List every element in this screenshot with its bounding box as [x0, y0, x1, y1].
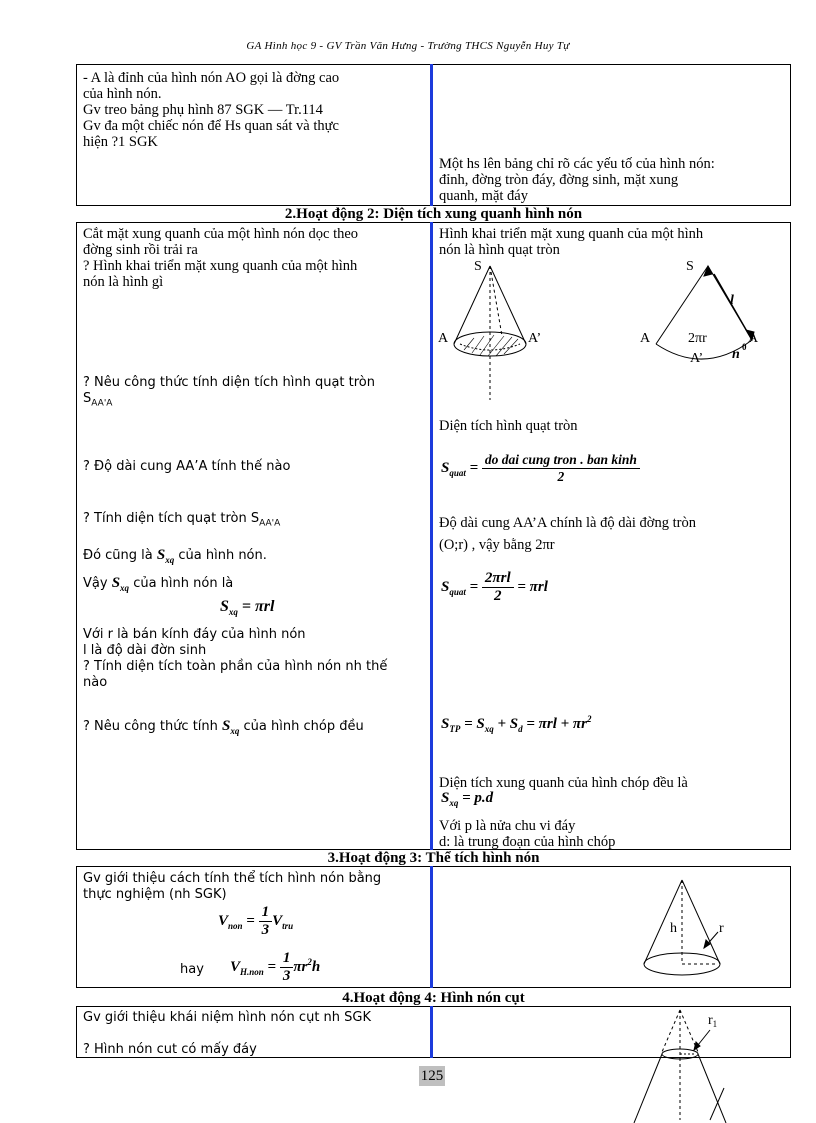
- formula-v-non: $V_{non}$ = $\frac{1}{3}$ $V_{tru}$: [218, 904, 294, 938]
- cone-icon: [454, 266, 526, 400]
- text-line: ? Nêu công thức tính diện tích hình quạt tròn: [83, 375, 375, 390]
- s2-left-l7: [83, 627, 387, 691]
- cone-sector-figure: [434, 252, 790, 408]
- label-s1: S: [474, 259, 482, 274]
- page-header: GA Hình học 9 - GV Trần Văn Hưng - Trường THCS Nguyễn Huy Tự: [246, 40, 570, 52]
- s2-left-q2: [83, 375, 375, 412]
- section3-divider: [430, 866, 433, 988]
- s2-right-r2: Diện tích hình quạt tròn: [439, 418, 578, 434]
- sxq-symbol: $S_{xq}$: [222, 718, 240, 736]
- text-line: Gv đa một chiếc nón để Hs quan sát và thực: [83, 118, 339, 134]
- s4-l2: ? Hình nón cut có mấy đáy: [83, 1042, 257, 1057]
- section2-divider: [430, 222, 433, 850]
- s4-l1: Gv giới thiệu khái niệm hình nón cụt nh SGK: [83, 1010, 372, 1025]
- text-part: của hình nón.: [178, 548, 267, 563]
- s2-right-r3: [439, 512, 696, 556]
- text-line: ? Tính diện tích quạt tròn S: [83, 511, 260, 526]
- text-part: Vậy: [83, 576, 108, 591]
- text-line: Gv treo bảng phụ hình 87 SGK — Tr.114: [83, 102, 323, 118]
- s2-left-intro: [83, 226, 428, 290]
- text-part: của hình nón là: [133, 576, 234, 591]
- section1-left: [83, 70, 428, 150]
- formula-sxq: $S_{xq} = \pi rl$: [220, 598, 275, 618]
- section1-right: [439, 156, 787, 204]
- s-subscript: AA'A: [91, 398, 113, 409]
- text-part: Đó cũng là: [83, 548, 153, 563]
- s2-left-q3: ? Độ dài cung AA’A tính thế nào: [83, 459, 291, 474]
- label-arc: 2πr: [688, 331, 707, 346]
- section4-divider: [430, 1006, 433, 1058]
- s2-right-r6: Diện tích xung quanh của hình chóp đều là: [439, 775, 688, 791]
- text-line: của hình nón.: [83, 86, 162, 102]
- s3-left-intro: [83, 871, 381, 903]
- text-line: Với p là nửa chu vi đáy: [439, 818, 576, 834]
- label-r: r: [719, 921, 724, 936]
- text-part: của hình chóp đều: [243, 719, 364, 734]
- formula-squat-1: $S_{quat}$ = $\frac{\text{do dai cung tron . ban kinh}}{2}$: [441, 452, 640, 485]
- text-line: d: là trung đoạn của hình chóp: [439, 834, 616, 850]
- section4-title: 4.Hoạt động 4: Hình nón cụt: [342, 990, 525, 1006]
- text-line: Hình khai triển mặt xung quanh của một hình: [439, 226, 704, 242]
- text-line: ? Hình khai triển mặt xung quanh của một hình: [83, 258, 358, 274]
- text-line: quanh, mặt đáy: [439, 188, 528, 204]
- label-deg: 0: [742, 342, 747, 352]
- text-line: l là độ dài đờn sinh: [83, 643, 207, 658]
- s2-left-l5: [83, 547, 267, 568]
- text-line: Gv giới thiệu cách tính thể tích hình nón bằng: [83, 871, 382, 886]
- s2-left-l6: [83, 575, 233, 596]
- s-symbol: S: [83, 391, 92, 406]
- text-line: nón là hình gì: [83, 274, 164, 290]
- cone-volume-figure: [630, 874, 740, 984]
- text-line: nào: [83, 675, 108, 690]
- label-a1-prime: A’: [528, 331, 542, 346]
- label-r1: $r_1$: [708, 1013, 718, 1029]
- formula-sxq-pyramid: $S_{xq} = p.d$: [441, 790, 494, 808]
- s2-left-l8: [83, 718, 364, 739]
- sxq-symbol: $S_{xq}$: [111, 575, 130, 593]
- formula-v-hnon: $V_{H.non}$ = $\frac{1}{3}$ $\pi r^2h$: [230, 950, 321, 984]
- formula-squat-2: $S_{quat}$ = $\frac{\text{2πrl}}{2}$ = πrl: [441, 570, 548, 604]
- label-h: h: [670, 921, 677, 936]
- cone-icon: [644, 880, 720, 975]
- formula-stp: $S_{TP} = S_{xq} + S_d = \pi rl + \pi r^2$: [441, 714, 592, 734]
- section1-divider: [430, 64, 433, 206]
- label-a2-right: A: [748, 331, 759, 346]
- text-line: Độ dài cung AA’A chính là độ dài đờng tròn: [439, 515, 696, 531]
- frustum-figure: [614, 1008, 754, 1123]
- text-line: hiện ?1 SGK: [83, 134, 158, 150]
- label-a1: A: [438, 331, 449, 346]
- label-n: n: [732, 347, 740, 362]
- label-l: l: [730, 293, 734, 308]
- s-subscript: AA'A: [259, 518, 281, 529]
- sxq-symbol: $S_{xq}$: [156, 547, 175, 565]
- text-line: Cắt mặt xung quanh của một hình nón dọc theo: [83, 226, 359, 242]
- label-s2: S: [686, 259, 694, 274]
- text-line: Với r là bán kính đáy của hình nón: [83, 627, 306, 642]
- section3-title: 3.Hoạt động 3: Thể tích hình nón: [327, 850, 540, 866]
- text-line: ? Tính diện tích toàn phần của hình nón nh thế: [83, 659, 388, 674]
- text-line: nón là hình quạt tròn: [439, 242, 560, 258]
- page-number: 125: [420, 1068, 444, 1084]
- text-line: (O;r) , vậy bằng 2πr: [439, 537, 555, 553]
- text-line: đờng sinh rồi trải ra: [83, 242, 198, 258]
- text-line: - A là đỉnh của hình nón AO gọi là đờng cao: [83, 70, 340, 86]
- text-line: đỉnh, đờng tròn đáy, đờng sinh, mặt xung: [439, 172, 679, 188]
- label-a2-prime: A’: [690, 351, 704, 366]
- text-line: thực nghiệm (nh SGK): [83, 887, 227, 902]
- text-line: Một hs lên bảng chỉ rõ các yếu tố của hình nón:: [439, 156, 715, 172]
- s2-right-r7: [439, 818, 615, 850]
- hay-label: hay: [180, 962, 204, 977]
- section2-title: 2.Hoạt động 2: Diện tích xung quanh hình nón: [284, 206, 583, 222]
- s2-left-q4: [83, 511, 280, 532]
- text-part: ? Nêu công thức tính: [83, 719, 218, 734]
- label-a2: A: [640, 331, 651, 346]
